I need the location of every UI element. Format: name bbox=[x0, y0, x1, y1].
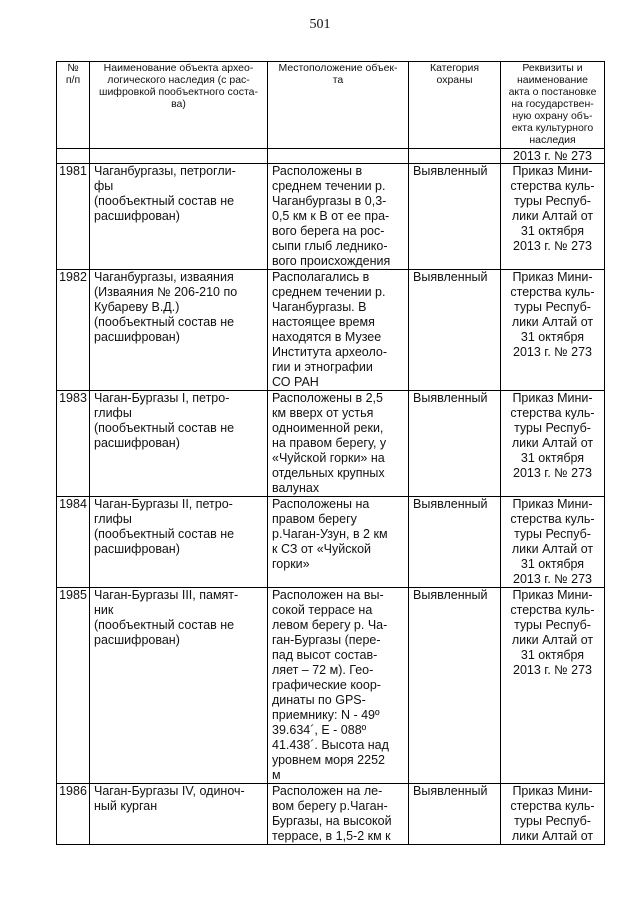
name-line: фы bbox=[94, 179, 114, 193]
requisites-line: 31 октября bbox=[520, 330, 585, 344]
requisites-line: 2013 г. № 273 bbox=[513, 572, 592, 586]
requisites-line: туры Респуб- bbox=[514, 527, 591, 541]
location-line: на правом берегу, у bbox=[272, 436, 387, 450]
protection-category-cell: Выявленный bbox=[409, 391, 501, 497]
location-line: Бургазы, на высокой bbox=[272, 814, 392, 828]
table-header-row bbox=[57, 62, 605, 149]
name-line: Чаган-Бургазы III, памят- bbox=[94, 588, 239, 602]
location-line: 41.438´. Высота над bbox=[272, 738, 389, 752]
header-num: № п/п bbox=[57, 62, 90, 149]
location-cell bbox=[268, 588, 409, 784]
requisites-line: лики Алтай от bbox=[511, 633, 594, 647]
protection-category-cell: Выявленный bbox=[409, 784, 501, 845]
object-name-cell bbox=[90, 497, 268, 588]
requisites-line: Приказ Мини- bbox=[512, 391, 593, 405]
object-name-cell bbox=[90, 391, 268, 497]
table-row bbox=[57, 270, 605, 391]
requisites-line: стерства куль- bbox=[510, 285, 595, 299]
location-line: Расположен на вы- bbox=[272, 588, 384, 602]
name-line: Чаганбургазы, изваяния bbox=[94, 270, 234, 284]
location-line: среднем течении р. bbox=[272, 285, 386, 299]
object-name-cell bbox=[90, 164, 268, 270]
location-line: вом берегу р.Чаган- bbox=[272, 799, 388, 813]
protection-category-cell: Выявленный bbox=[409, 164, 501, 270]
name-line: (пообъектный состав не bbox=[94, 194, 235, 208]
name-line: расшифрован) bbox=[94, 209, 180, 223]
requisites-line: 2013 г. № 273 bbox=[513, 239, 592, 253]
name-line: Чаган-Бургазы I, петро- bbox=[94, 391, 230, 405]
name-line: Чаганбургазы, петрогли- bbox=[94, 164, 236, 178]
location-line: км вверх от устья bbox=[272, 406, 374, 420]
location-line: находятся в Музее bbox=[272, 330, 382, 344]
location-line: р.Чаган-Узун, в 2 км bbox=[272, 527, 388, 541]
requisites-line: лики Алтай от bbox=[511, 315, 594, 329]
location-line: Расположен на ле- bbox=[272, 784, 383, 798]
name-line: (пообъектный состав не bbox=[94, 421, 235, 435]
name-line: расшифрован) bbox=[94, 633, 180, 647]
row-number: 1982 bbox=[57, 270, 90, 391]
location-line: пад высот состав- bbox=[272, 648, 378, 662]
requisites-line: стерства куль- bbox=[510, 603, 595, 617]
name-line: расшифрован) bbox=[94, 542, 180, 556]
requisites-line: туры Респуб- bbox=[514, 421, 591, 435]
location-line: Расположены в 2,5 bbox=[272, 391, 383, 405]
location-line: 39.634´, E - 088º bbox=[272, 723, 367, 737]
row-number: 1983 bbox=[57, 391, 90, 497]
location-line: приемнику: N - 49º bbox=[272, 708, 380, 722]
row-number: 1985 bbox=[57, 588, 90, 784]
location-line: 0,5 км к В от ее пра- bbox=[272, 209, 390, 223]
location-line: ган-Бургазы (пере- bbox=[272, 633, 381, 647]
location-cell bbox=[268, 497, 409, 588]
requisites-line: стерства куль- bbox=[510, 179, 595, 193]
requisites-line: туры Респуб- bbox=[514, 194, 591, 208]
requisites-line: 31 октября bbox=[520, 224, 585, 238]
header-location: Местоположение объек- та bbox=[268, 62, 409, 149]
location-line: Расположены на bbox=[272, 497, 370, 511]
requisites-line: туры Респуб- bbox=[514, 618, 591, 632]
object-name-cell bbox=[90, 784, 268, 845]
name-line: расшифрован) bbox=[94, 330, 180, 344]
location-line: графические коор- bbox=[272, 678, 381, 692]
location-line: одноименной реки, bbox=[272, 421, 384, 435]
row-number: 1986 bbox=[57, 784, 90, 845]
location-line: Чаганбургазы. В bbox=[272, 300, 367, 314]
location-line: террасе, в 1,5-2 км к bbox=[272, 829, 391, 843]
requisites-line: туры Респуб- bbox=[514, 814, 591, 828]
name-line: (Изваяния № 206-210 по bbox=[94, 285, 238, 299]
name-line: расшифрован) bbox=[94, 436, 180, 450]
location-line: отдельных крупных bbox=[272, 466, 385, 480]
name-line: (пообъектный состав не bbox=[94, 618, 235, 632]
location-cell bbox=[268, 270, 409, 391]
table-row bbox=[57, 164, 605, 270]
requisites-line: 2013 г. № 273 bbox=[513, 466, 592, 480]
header-protection-category: Категория охраны bbox=[409, 62, 501, 149]
name-line: Чаган-Бургазы IV, одиноч- bbox=[94, 784, 245, 798]
location-cell bbox=[268, 391, 409, 497]
requisites-cell bbox=[501, 164, 605, 270]
requisites-cell bbox=[501, 270, 605, 391]
page-number: 501 bbox=[309, 17, 331, 32]
requisites-line: Приказ Мини- bbox=[512, 497, 593, 511]
requisites-line: стерства куль- bbox=[510, 799, 595, 813]
requisites-cell bbox=[501, 784, 605, 845]
requisites-line: 31 октября bbox=[520, 451, 585, 465]
object-name-cell bbox=[90, 588, 268, 784]
location-line: горки» bbox=[272, 557, 310, 571]
location-line: к СЗ от «Чуйской bbox=[272, 542, 372, 556]
requisites-line: лики Алтай от bbox=[511, 542, 594, 556]
requisites-line: Приказ Мини- bbox=[512, 588, 593, 602]
name-line: ный курган bbox=[94, 799, 158, 813]
requisites-line: Приказ Мини- bbox=[512, 270, 593, 284]
requisites-cell bbox=[501, 391, 605, 497]
carry-over-row bbox=[57, 149, 605, 164]
protection-category-cell: Выявленный bbox=[409, 497, 501, 588]
location-line: вого происхождения bbox=[272, 254, 391, 268]
location-line: валунах bbox=[272, 481, 320, 495]
table-row bbox=[57, 391, 605, 497]
requisites-line: стерства куль- bbox=[510, 406, 595, 420]
location-line: Расположены в bbox=[272, 164, 363, 178]
table-row bbox=[57, 588, 605, 784]
name-line: (пообъектный состав не bbox=[94, 527, 235, 541]
requisites-line: 31 октября bbox=[520, 557, 585, 571]
object-name-cell bbox=[90, 270, 268, 391]
location-line: сокой террасе на bbox=[272, 603, 373, 617]
location-line: левом берегу р. Ча- bbox=[272, 618, 388, 632]
location-line: вого берега на рос- bbox=[272, 224, 385, 238]
name-line: глифы bbox=[94, 406, 132, 420]
requisites-line: 31 октября bbox=[520, 648, 585, 662]
location-line: гии и этнографии bbox=[272, 360, 373, 374]
location-line: уровнем моря 2252 bbox=[272, 753, 385, 767]
location-line: Института археоло- bbox=[272, 345, 388, 359]
location-line: сыпи глыб леднико- bbox=[272, 239, 388, 253]
location-line: Чаганбургазы в 0,3- bbox=[272, 194, 387, 208]
location-line: правом берегу bbox=[272, 512, 357, 526]
header-requisites: Реквизиты и наименование акта о постановке на государствен- ную охрану объ- екта культурного наследия bbox=[501, 62, 605, 149]
requisites-line: лики Алтай от bbox=[511, 829, 594, 843]
location-line: «Чуйской горки» на bbox=[272, 451, 385, 465]
requisites-cell bbox=[501, 588, 605, 784]
header-object-name: Наименование объекта архео- логического наследия (с рас- шифровкой пообъектного соста- ва) bbox=[90, 62, 268, 149]
location-line: динаты по GPS- bbox=[272, 693, 366, 707]
name-line: глифы bbox=[94, 512, 132, 526]
requisites-line: 2013 г. № 273 bbox=[513, 345, 592, 359]
protection-category-cell: Выявленный bbox=[409, 270, 501, 391]
location-line: ляет – 72 м). Гео- bbox=[272, 663, 374, 677]
location-cell bbox=[268, 164, 409, 270]
location-line: СО РАН bbox=[272, 375, 319, 389]
location-line: среднем течении р. bbox=[272, 179, 386, 193]
requisites-line: Приказ Мини- bbox=[512, 164, 593, 178]
heritage-registry-table bbox=[56, 61, 605, 845]
name-line: Кубареву В.Д.) bbox=[94, 300, 180, 314]
requisites-line: туры Респуб- bbox=[514, 300, 591, 314]
location-cell bbox=[268, 784, 409, 845]
name-line: ник bbox=[94, 603, 114, 617]
table-row bbox=[57, 497, 605, 588]
row-number: 1981 bbox=[57, 164, 90, 270]
location-line: м bbox=[272, 768, 281, 782]
requisites-cell bbox=[501, 497, 605, 588]
location-line: настоящее время bbox=[272, 315, 375, 329]
name-line: Чаган-Бургазы II, петро- bbox=[94, 497, 233, 511]
requisites-line: стерства куль- bbox=[510, 512, 595, 526]
carry-over-requisite: 2013 г. № 273 bbox=[501, 149, 605, 164]
location-line: Располагались в bbox=[272, 270, 370, 284]
name-line: (пообъектный состав не bbox=[94, 315, 235, 329]
requisites-line: Приказ Мини- bbox=[512, 784, 593, 798]
protection-category-cell: Выявленный bbox=[409, 588, 501, 784]
table-row bbox=[57, 784, 605, 845]
requisites-line: лики Алтай от bbox=[511, 209, 594, 223]
requisites-line: лики Алтай от bbox=[511, 436, 594, 450]
requisites-line: 2013 г. № 273 bbox=[513, 663, 592, 677]
row-number: 1984 bbox=[57, 497, 90, 588]
